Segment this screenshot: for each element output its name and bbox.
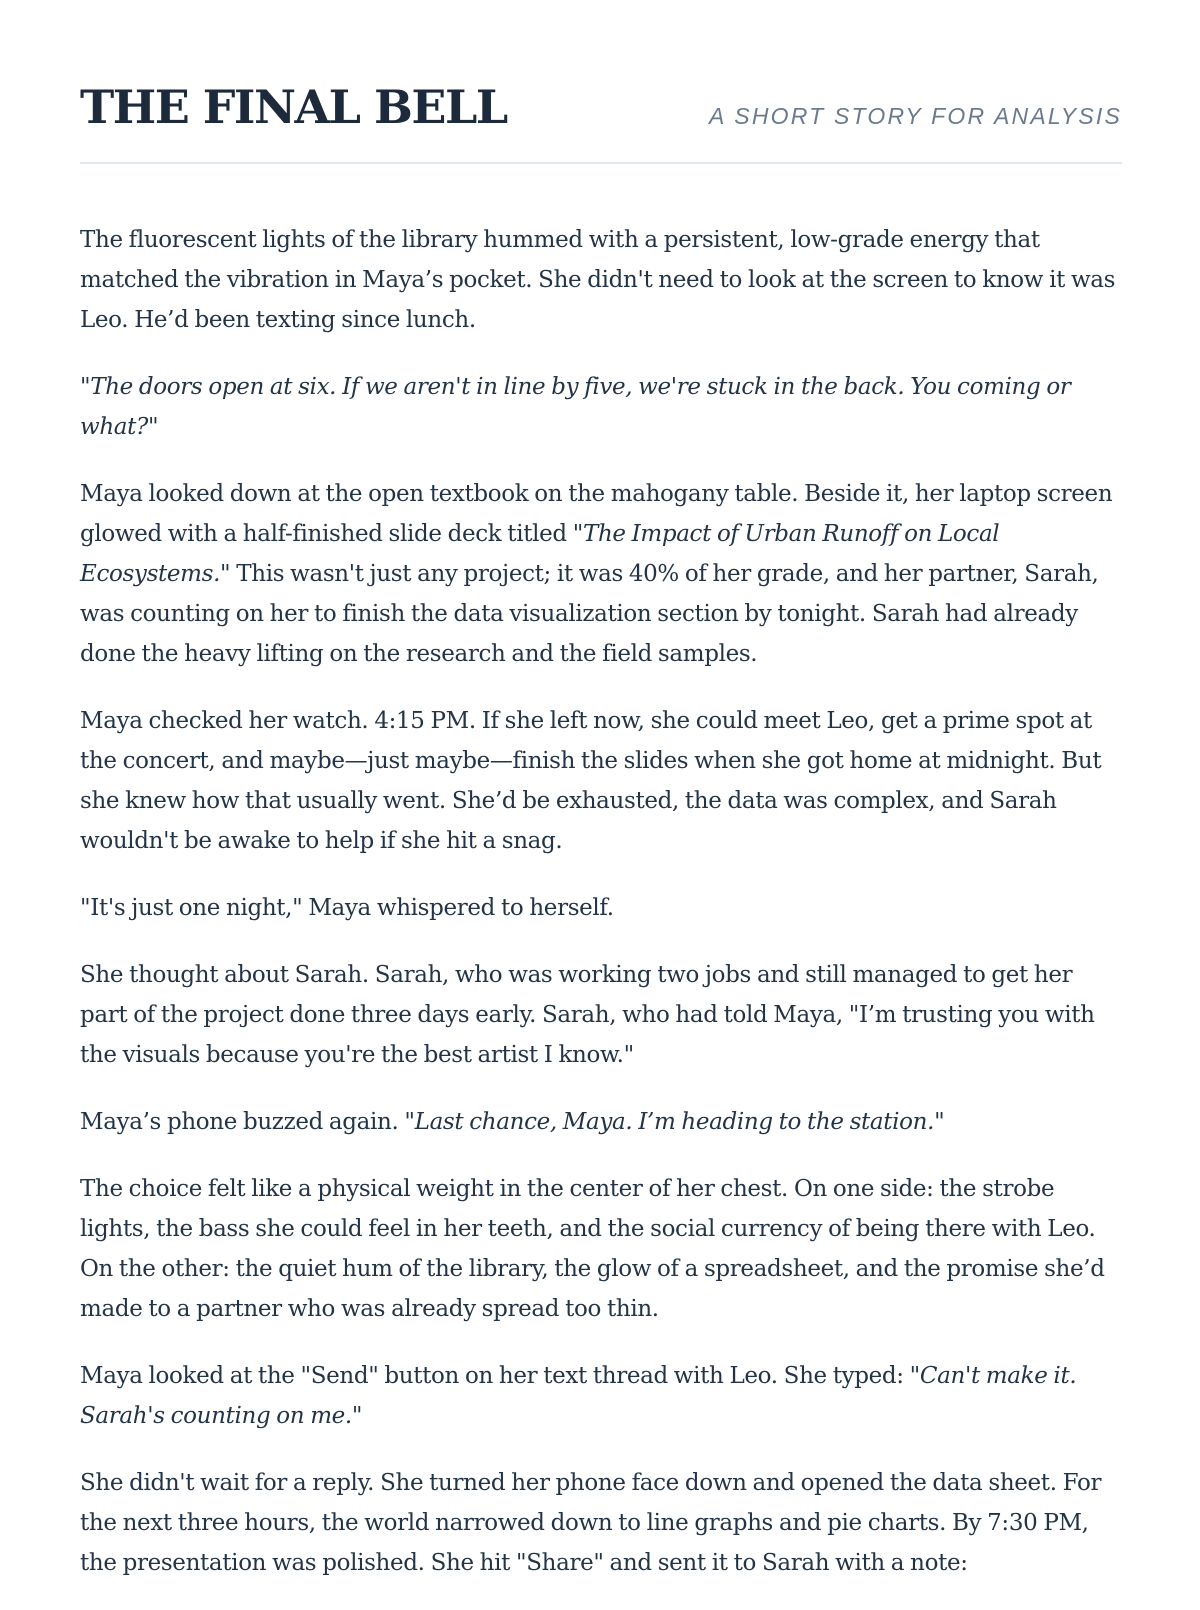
story-subtitle: A SHORT STORY FOR ANALYSIS	[709, 103, 1122, 129]
story-paragraph-8: The choice felt like a physical weight in the center of her chest. On one side: the strobe lights, the bass she could feel in her teeth, and the social currency of being there with Leo. On the other: the quiet hum of the library, the glow of a spreadsheet, and the promise she’d made to a partner who was already spread too thin.	[80, 1176, 1105, 1322]
story-title: THE FINAL BELL	[80, 80, 507, 134]
paragraph-text: This wasn't just any project; it was 40% of her grade, and her partner, Sarah, was counting on her to finish the data visualization section by tonight. Sarah had already done the heavy lifting on the research and the field samples.	[80, 561, 1099, 667]
paragraph-text: Maya looked down at the open textbook on the mahogany table. Beside it, her laptop screen glowed with a half-finished slide deck titled	[80, 481, 1113, 547]
story-paragraph-10: She didn't wait for a reply. She turned her phone face down and opened the data sheet. For the next three hours, the world narrowed down to line graphs and pie charts. By 7:30 PM, the presentation was polished. She hit "Share" and sent it to Sarah with a note:	[80, 1470, 1102, 1576]
story-paragraph-7	[80, 1102, 1122, 1142]
story-paragraph-2	[80, 367, 1122, 447]
text-message-quote: "Last chance, Maya. I’m heading to the station."	[404, 1109, 945, 1135]
paragraph-text: Maya looked at the "Send" button on her text thread with Leo. She typed:	[80, 1363, 910, 1389]
story-paragraph-4: Maya checked her watch. 4:15 PM. If she left now, she could meet Leo, get a prime spot at the concert, and maybe—just maybe—finish the slides when she got home at midnight. But she knew how that usually went. She’d be exhausted, the data was complex, and Sarah wouldn't be awake to help if she hit a snag.	[80, 708, 1102, 854]
text-message-quote: "Can't make it. Sarah's counting on me."	[80, 1363, 1077, 1429]
story-paragraph-9	[80, 1356, 1122, 1436]
text-message-quote: "The doors open at six. If we aren't in line by five, we're stuck in the back. You coming or what?"	[80, 374, 1071, 440]
story-page	[80, 0, 1122, 1610]
page-header	[80, 0, 1122, 164]
paragraph-text: Maya’s phone buzzed again.	[80, 1109, 405, 1135]
story-body	[80, 220, 1122, 1583]
story-paragraph-1: The fluorescent lights of the library hummed with a persistent, low-grade energy that matched the vibration in Maya’s pocket. She didn't need to look at the screen to know it was Leo. He’d been texting since lunch.	[80, 227, 1116, 333]
slide-deck-title: "The Impact of Urban Runoff on Local Ecosystems."	[80, 521, 1000, 587]
story-paragraph-5: "It's just one night," Maya whispered to herself.	[80, 895, 614, 921]
story-paragraph-6: She thought about Sarah. Sarah, who was working two jobs and still managed to get her part of the project done three days early. Sarah, who had told Maya, "I’m trusting you with the visuals because you're the best artist I know."	[80, 962, 1095, 1068]
story-paragraph-3	[80, 474, 1122, 674]
